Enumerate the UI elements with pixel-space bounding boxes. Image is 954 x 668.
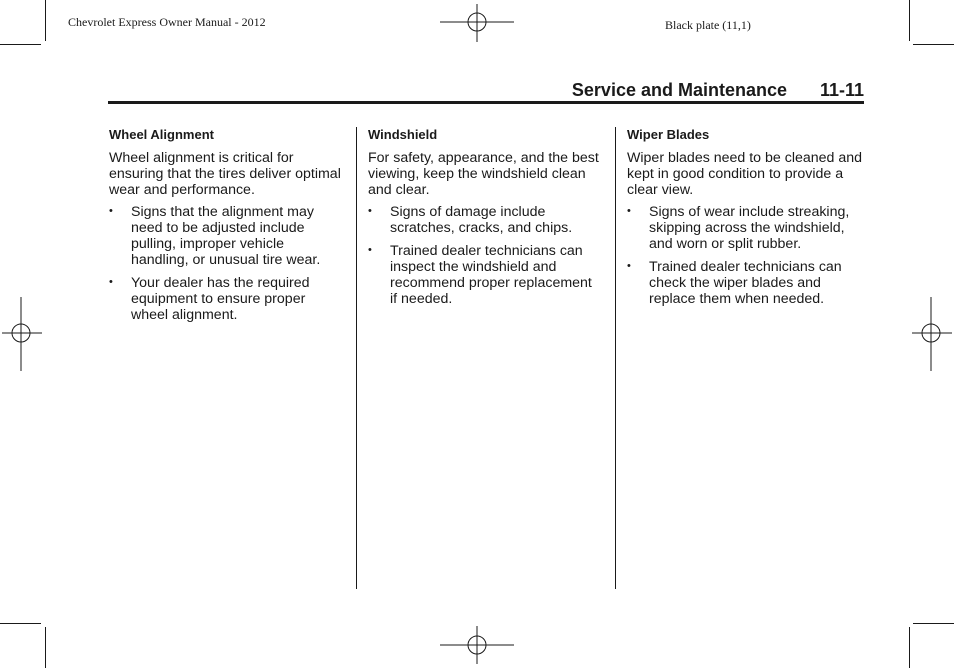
column-wiper-blades — [627, 127, 863, 314]
column-divider — [356, 127, 357, 589]
list-item-text: Trained dealer technicians can inspect the windshield and recommend proper replacement if needed. — [390, 243, 592, 307]
header-rule — [108, 101, 864, 104]
column-wheel-alignment — [109, 127, 343, 330]
registration-mark-top-icon — [440, 4, 514, 42]
list-item-text: Signs that the alignment may need to be adjusted include pulling, improper vehicle handling, or unusual tire wear. — [131, 204, 321, 268]
list-item-text: Your dealer has the required equipment to ensure proper wheel alignment. — [131, 275, 310, 323]
print-plate-label: Black plate (11,1) — [665, 18, 751, 32]
print-source-label: Chevrolet Express Owner Manual - 2012 — [68, 15, 266, 29]
registration-mark-left-icon — [2, 297, 42, 371]
bullet-list — [368, 204, 602, 307]
list-item-text: Trained dealer technicians can check the wiper blades and replace them when needed. — [649, 259, 842, 307]
crop-mark-top-left-vertical — [45, 0, 46, 41]
section-heading: Windshield — [368, 127, 438, 142]
section-intro: Wheel alignment is critical for ensuring that the tires deliver optimal wear and performance. — [109, 150, 341, 198]
section-intro: For safety, appearance, and the best viewing, keep the windshield clean and clear. — [368, 150, 599, 198]
page-header — [108, 80, 864, 102]
bullet-icon: • — [627, 260, 631, 272]
column-divider — [615, 127, 616, 589]
crop-mark-bottom-right-horizontal — [913, 623, 954, 624]
crop-mark-bottom-left-vertical — [45, 627, 46, 668]
bullet-list — [627, 204, 863, 307]
bullet-icon: • — [109, 205, 113, 217]
bullet-icon: • — [368, 244, 372, 256]
list-item — [627, 259, 863, 307]
crop-mark-top-right-horizontal — [913, 44, 954, 45]
bullet-icon: • — [368, 205, 372, 217]
bullet-list — [109, 204, 343, 323]
crop-mark-top-left-horizontal — [0, 44, 41, 45]
bullet-icon: • — [109, 276, 113, 288]
registration-mark-right-icon — [912, 297, 952, 371]
section-heading: Wheel Alignment — [109, 127, 214, 142]
section-intro: Wiper blades need to be cleaned and kept in good condition to provide a clear view. — [627, 150, 863, 198]
list-item-text: Signs of wear include streaking, skipping across the windshield, and worn or split rubber. — [649, 204, 850, 252]
section-heading: Wiper Blades — [627, 127, 710, 142]
list-item — [109, 275, 343, 323]
crop-mark-bottom-right-vertical — [909, 627, 910, 668]
registration-mark-bottom-icon — [440, 626, 514, 664]
bullet-icon: • — [627, 205, 631, 217]
page-number: 11-11 — [819, 80, 864, 100]
list-item — [368, 204, 602, 236]
column-windshield — [368, 127, 602, 314]
crop-mark-top-right-vertical — [909, 0, 910, 41]
list-item — [368, 243, 602, 307]
list-item — [109, 204, 343, 268]
list-item — [627, 204, 863, 252]
list-item-text: Signs of damage include scratches, cracks, and chips. — [390, 204, 573, 236]
section-title: Service and Maintenance — [571, 80, 787, 100]
crop-mark-bottom-left-horizontal — [0, 623, 41, 624]
